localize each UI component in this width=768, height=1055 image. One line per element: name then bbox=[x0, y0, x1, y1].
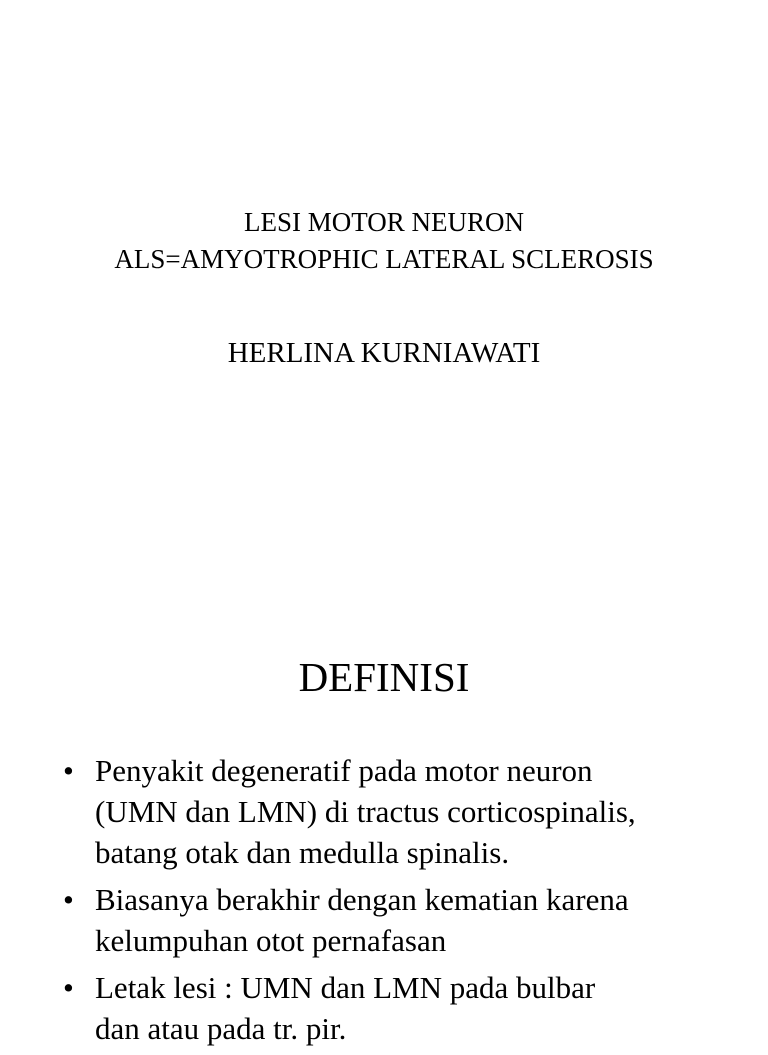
slide-title-line-2: ALS=AMYOTROPHIC LATERAL SCLEROSIS bbox=[114, 244, 654, 274]
bullet-item bbox=[0, 967, 768, 1049]
bullet-item bbox=[0, 750, 768, 873]
bullet-text: Letak lesi : UMN dan LMN pada bulbar dan atau pada tr. pir. bbox=[95, 970, 596, 1046]
slide-heading: DEFINISI bbox=[298, 654, 470, 700]
bullet-text: Penyakit degeneratif pada motor neuron (UMN dan LMN) di tractus corticospinalis, batang otak dan medulla spinalis. bbox=[95, 753, 636, 870]
bullet-icon: • bbox=[63, 882, 74, 917]
bullet-item bbox=[0, 879, 768, 961]
definition-slide bbox=[0, 576, 768, 1046]
bullet-icon: • bbox=[63, 970, 74, 1005]
bullet-text: Biasanya berakhir dengan kematian karena kelumpuhan otot pernafasan bbox=[95, 882, 629, 958]
author-name: HERLINA KURNIAWATI bbox=[227, 337, 541, 369]
bullet-list bbox=[0, 750, 768, 1055]
bullet-icon: • bbox=[63, 753, 74, 788]
slide-title-line-1: LESI MOTOR NEURON bbox=[243, 207, 524, 237]
